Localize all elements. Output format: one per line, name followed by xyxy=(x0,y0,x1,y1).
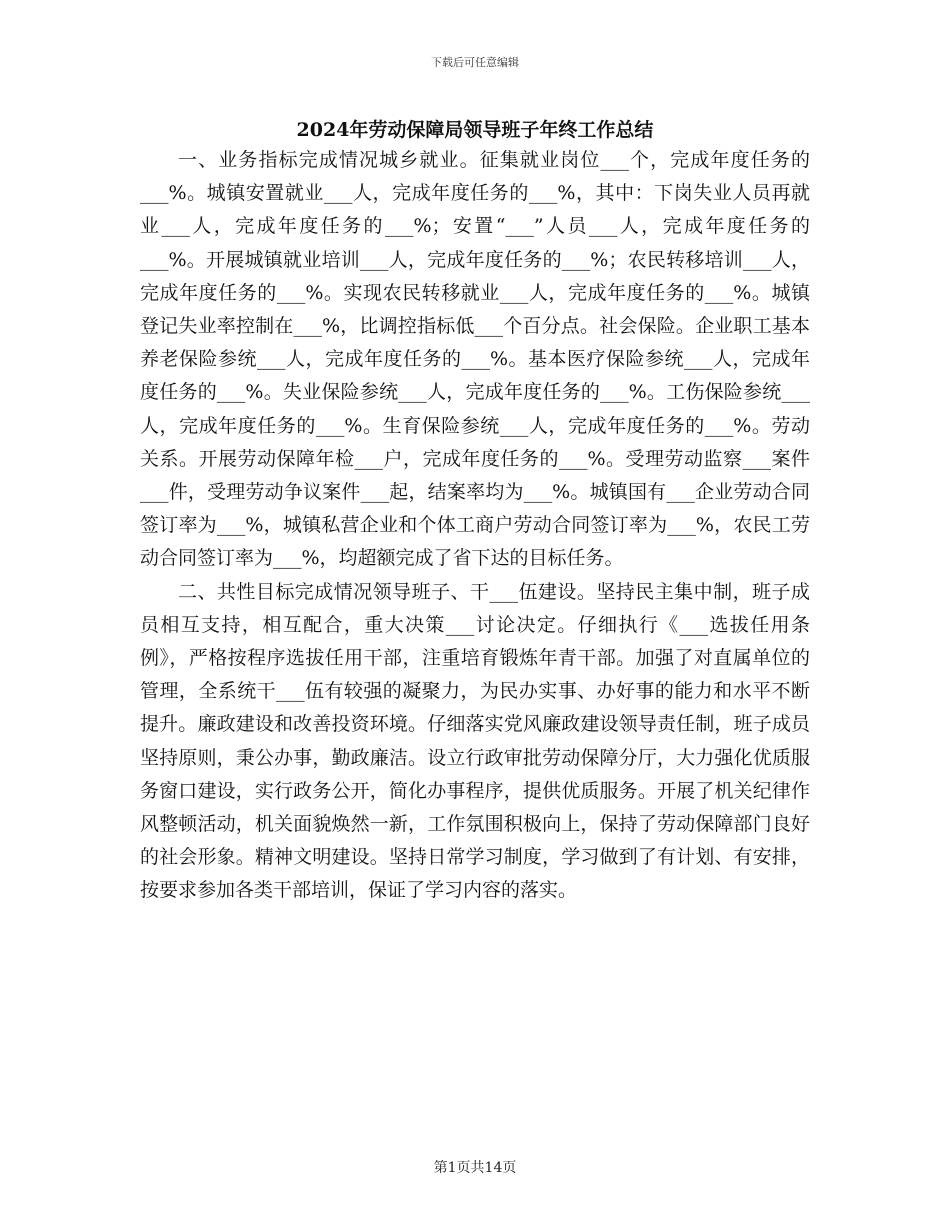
header-note: 下载后可任意编辑 xyxy=(431,56,519,69)
paragraph-business-indicators: 一、业务指标完成情况城乡就业。征集就业岗位___个，完成年度任务的___%。城镇安置就业___人，完成年度任务的___%，其中：下岗失业人员再就业___人，完成年度任务的___%；安置“___”人员___人，完成年度任务的___%。开展城镇就业培训___人，完成年度任务的___%；农民转移培训___人，完成年度任务的___%。实现农民转移就业___人，完成年度任务的___%。城镇登记失业率控制在___%，比调控指标低___个百分点。社会保险。企业职工基本养老保险参统___人，完成年度任务的___%。基本医疗保险参统___人，完成年度任务的___%。失业保险参统___人，完成年度任务的___%。工伤保险参统___人，完成年度任务的___%。生育保险参统___人，完成年度任务的___%。劳动关系。开展劳动保障年检___户，完成年度任务的___%。受理劳动监察___案件___件，受理劳动争议案件___起，结案率均为___%。城镇国有___企业劳动合同签订率为___%，城镇私营企业和个体工商户劳动合同签订率为___%，农民工劳动合同签订率为___%，均超额完成了省下达的目标任务。 xyxy=(140,149,810,570)
paragraph-common-goals: 二、共性目标完成情况领导班子、干___伍建设。坚持民主集中制，班子成员相互支持，相互配合，重大决策___讨论决定。仔细执行《___选拔任用条例》，严格按程序选拔任用干部，注重培育锻炼年青干部。加强了对直属单位的管理，全系统干___伍有较强的凝聚力，为民办实事、办好事的能力和水平不断提升。廉政建设和改善投资环境。仔细落实党风廉政建设领导责任制，班子成员坚持原则，秉公办事，勤政廉洁。设立行政审批劳动保障分厅，大力强化优质服务窗口建设，实行政务公开，简化办事程序，提供优质服务。开展了机关纪律作风整顿活动，机关面貌焕然一新，工作氛围积极向上，保持了劳动保障部门良好的社会形象。精神文明建设。坚持日常学习制度，学习做到了有计划、有安排，按要求参加各类干部培训，保证了学习内容的落实。 xyxy=(140,580,810,902)
document-body xyxy=(140,144,810,908)
document-title: 2024年劳动保障局领导班子年终工作总结 xyxy=(296,119,654,141)
page-number: 第1页共14页 xyxy=(433,1160,517,1176)
